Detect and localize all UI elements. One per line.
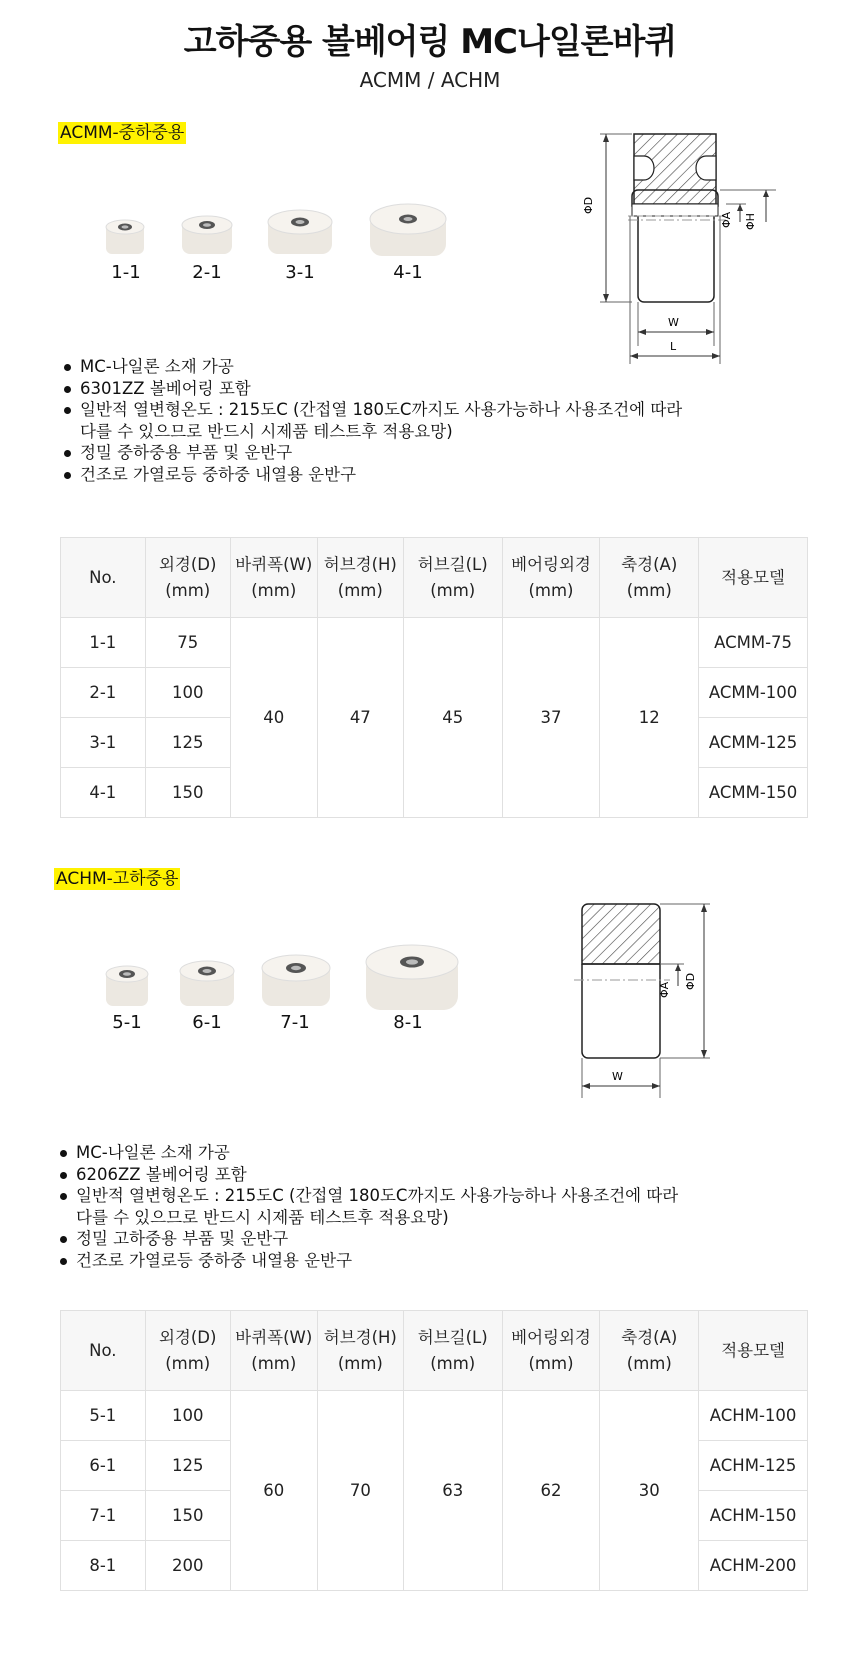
table-header-row: [61, 538, 808, 618]
cell-l: 45: [403, 618, 502, 818]
feature-item: 건조로 가열로등 중하중 내열용 운반구: [60, 464, 682, 486]
acmm-spec-table: [60, 537, 808, 818]
diagram-label-a: ΦA: [720, 211, 733, 228]
feature-item: 정밀 고하중용 부품 및 운반구: [56, 1228, 678, 1250]
wheel-label: 5-1: [112, 1012, 142, 1033]
wheel-photo-8-1: [364, 940, 460, 1014]
diagram-label-d: ΦD: [582, 196, 595, 214]
cell-d: 200: [145, 1541, 230, 1591]
header-l: 허브길(L) (mm): [403, 538, 502, 618]
header-h: 허브경(H) (mm): [317, 1311, 403, 1391]
table-header-row: [61, 1311, 808, 1391]
diagram-label-w: W: [612, 1070, 623, 1083]
acmm-feature-list: [60, 356, 682, 485]
wheel-label: 7-1: [280, 1012, 310, 1033]
wheel-label: 1-1: [111, 262, 141, 283]
page-title: 고하중용 볼베어링 MC나일론바퀴: [183, 22, 677, 62]
cell-d: 150: [145, 768, 230, 818]
achm-feature-list: [56, 1142, 678, 1271]
feature-item: 건조로 가열로등 중하중 내열용 운반구: [56, 1250, 678, 1272]
wheel-label: 8-1: [393, 1012, 423, 1033]
diagram-label-a: ΦA: [658, 981, 671, 998]
wheel-photo-4-1: [368, 200, 448, 262]
page-subtitle: ACMM / ACHM: [359, 68, 501, 92]
cell-model: ACMM-100: [699, 668, 808, 718]
header-w: 바퀴폭(W) (mm): [230, 1311, 317, 1391]
cell-h: 47: [317, 618, 403, 818]
cell-d: 125: [145, 718, 230, 768]
feature-item: MC-나일론 소재 가공: [56, 1142, 678, 1164]
table-row: [61, 618, 808, 668]
cell-w: 40: [230, 618, 317, 818]
feature-item: 6301ZZ 볼베어링 포함: [60, 378, 682, 400]
cell-no: 6-1: [61, 1441, 146, 1491]
feature-item: 정밀 중하중용 부품 및 운반구: [60, 442, 682, 464]
cell-no: 8-1: [61, 1541, 146, 1591]
cell-model: ACHM-200: [699, 1541, 808, 1591]
cell-bearing: 62: [502, 1391, 600, 1591]
cell-model: ACMM-125: [699, 718, 808, 768]
wheel-photo-2-1: [180, 212, 234, 258]
cell-h: 70: [317, 1391, 403, 1591]
cell-no: 4-1: [61, 768, 146, 818]
wheel-photo-5-1: [104, 962, 150, 1010]
cell-no: 3-1: [61, 718, 146, 768]
wheel-photo-6-1: [178, 956, 236, 1010]
header-a: 축경(A) (mm): [600, 1311, 699, 1391]
feature-item-continued: [56, 1207, 678, 1229]
diagram-label-h: ΦH: [744, 213, 757, 230]
feature-item: 일반적 열변형온도 : 215도C (간접열 180도C까지도 사용가능하나 사용조건에 따라: [56, 1185, 678, 1207]
feature-item: MC-나일론 소재 가공: [60, 356, 682, 378]
cell-no: 7-1: [61, 1491, 146, 1541]
cell-no: 1-1: [61, 618, 146, 668]
feature-text: 다를 수 있으므로 반드시 시제품 테스트후 적용요망): [76, 1207, 449, 1227]
diagram-label-w: W: [668, 316, 679, 329]
wheel-label: 6-1: [192, 1012, 222, 1033]
diagram-label-l: L: [670, 340, 677, 353]
section-label-achm: ACHM-고하중용: [56, 869, 179, 889]
wheel-photo-3-1: [266, 206, 334, 260]
cell-no: 5-1: [61, 1391, 146, 1441]
cell-model: ACHM-100: [699, 1391, 808, 1441]
wheel-label: 2-1: [192, 262, 222, 283]
cell-d: 100: [145, 1391, 230, 1441]
header-no: No.: [61, 538, 146, 618]
header-model: 적용모델: [699, 538, 808, 618]
wheel-label: 3-1: [285, 262, 315, 283]
cell-d: 75: [145, 618, 230, 668]
wheel-photo-1-1: [104, 216, 146, 258]
achm-spec-table: [60, 1310, 808, 1591]
header-a: 축경(A) (mm): [600, 538, 699, 618]
wheel-photo-7-1: [260, 950, 332, 1010]
cell-d: 150: [145, 1491, 230, 1541]
header-d: 외경(D) (mm): [145, 538, 230, 618]
header-no: No.: [61, 1311, 146, 1391]
cell-bearing: 37: [502, 618, 600, 818]
achm-dimension-diagram: [540, 890, 740, 1110]
table-row: [61, 1391, 808, 1441]
cell-no: 2-1: [61, 668, 146, 718]
cell-model: ACMM-75: [699, 618, 808, 668]
cell-model: ACHM-150: [699, 1491, 808, 1541]
section-label-acmm: ACMM-중하중용: [60, 123, 185, 143]
header-bearing: 베어링외경 (mm): [502, 538, 600, 618]
feature-text: 다를 수 있으므로 반드시 시제품 테스트후 적용요망): [80, 421, 453, 441]
feature-item-continued: [60, 421, 682, 443]
cell-d: 125: [145, 1441, 230, 1491]
cell-model: ACMM-150: [699, 768, 808, 818]
wheel-label: 4-1: [393, 262, 423, 283]
header-bearing: 베어링외경 (mm): [502, 1311, 600, 1391]
header-l: 허브길(L) (mm): [403, 1311, 502, 1391]
header-d: 외경(D) (mm): [145, 1311, 230, 1391]
cell-a: 30: [600, 1391, 699, 1591]
header-w: 바퀴폭(W) (mm): [230, 538, 317, 618]
diagram-label-d: ΦD: [684, 972, 697, 990]
header-model: 적용모델: [699, 1311, 808, 1391]
header-h: 허브경(H) (mm): [317, 538, 403, 618]
cell-model: ACHM-125: [699, 1441, 808, 1491]
cell-l: 63: [403, 1391, 502, 1591]
cell-a: 12: [600, 618, 699, 818]
feature-item: 6206ZZ 볼베어링 포함: [56, 1164, 678, 1186]
acmm-dimension-diagram: [580, 118, 810, 388]
cell-w: 60: [230, 1391, 317, 1591]
cell-d: 100: [145, 668, 230, 718]
feature-item: 일반적 열변형온도 : 215도C (간접열 180도C까지도 사용가능하나 사용조건에 따라: [60, 399, 682, 421]
